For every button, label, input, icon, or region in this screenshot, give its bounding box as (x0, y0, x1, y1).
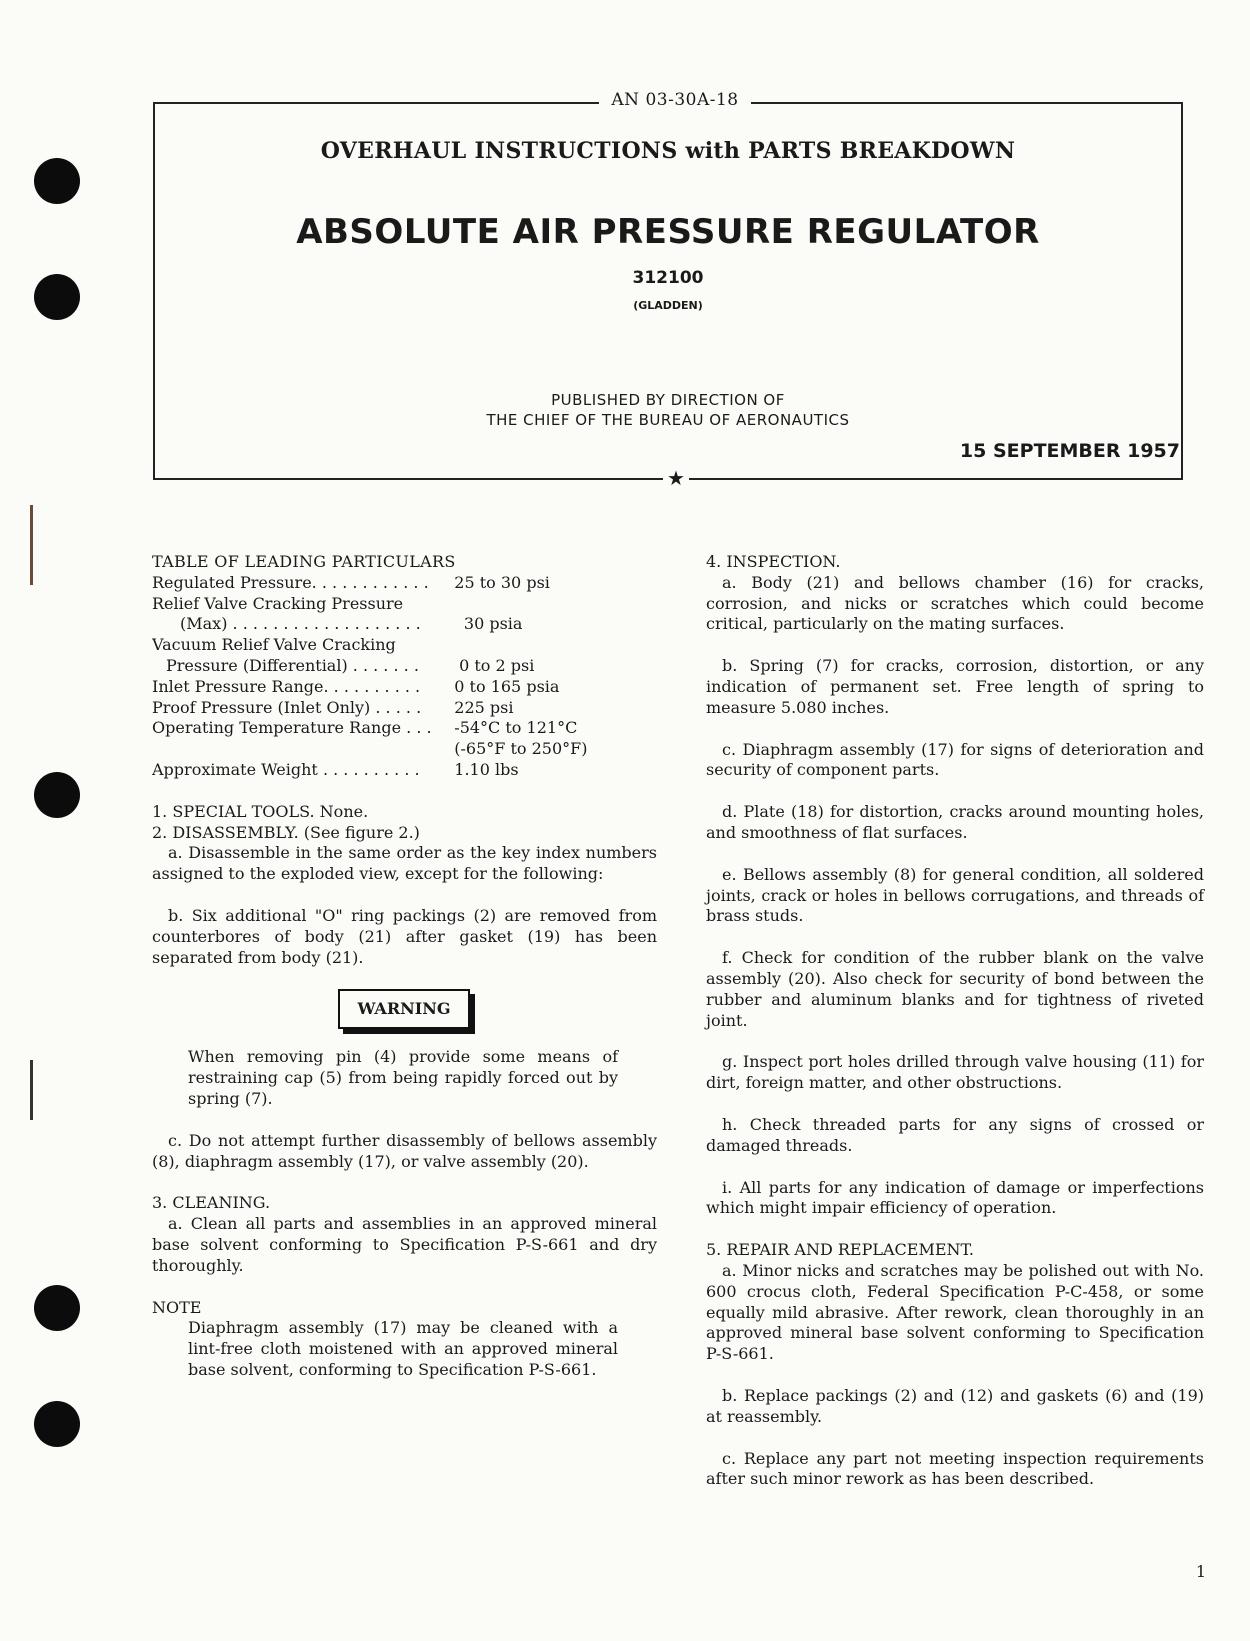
note-text: Diaphragm assembly (17) may be cleaned with a lint-free cloth moistened with an approved mineral base solvent, conforming to Specification P-S-661. (188, 1318, 618, 1379)
page-number: 1 (1195, 1562, 1206, 1581)
star-icon: ★ (663, 466, 689, 490)
table-row: Regulated Pressure. . . . . . . . . . . . 25 to 30 psi (152, 572, 550, 592)
right-column (706, 552, 1204, 1511)
section-heading: 4. INSPECTION. (706, 552, 841, 571)
paragraph: b. Spring (7) for cracks, corrosion, distortion, or any indication of permanent set. Free length of spring to measure 5.080 inches. (706, 656, 1204, 717)
paragraph: h. Check threaded parts for any signs of crossed or damaged threads. (706, 1114, 1204, 1155)
paragraph: i. All parts for any indication of damage or imperfections which might impair efficiency of operation. (706, 1177, 1204, 1218)
document-subtitle: OVERHAUL INSTRUCTIONS with PARTS BREAKDOWN (320, 138, 1016, 164)
paragraph: c. Replace any part not meeting inspection requirements after such minor rework as has been described. (706, 1448, 1204, 1489)
warning-text: When removing pin (4) provide some means of restraining cap (5) from being rapidly forced out by spring (7). (188, 1047, 618, 1108)
paragraph: a. Minor nicks and scratches may be polished out with No. 600 crocus cloth, Federal Specification P-C-458, or some equally mild abrasive. After rework, clean thoroughly in an approved mineral base solvent conforming to Specification P-S-661. (706, 1260, 1204, 1364)
paragraph: b. Replace packings (2) and (12) and gaskets (6) and (19) at reassembly. (706, 1385, 1204, 1426)
document-code: AN 03-30A-18 (0, 90, 1250, 110)
publisher-line: THE CHIEF OF THE BUREAU OF AERONAUTICS (486, 411, 850, 429)
part-number: 312100 (632, 268, 704, 288)
binder-hole (34, 1285, 80, 1331)
paragraph: a. Clean all parts and assemblies in an approved mineral base solvent conforming to Specification P-S-661 and dry thoroughly. (152, 1214, 657, 1275)
binder-hole (34, 772, 80, 818)
paragraph: c. Do not attempt further disassembly of bellows assembly (8), diaphragm assembly (17), or valve assembly (20). (152, 1130, 657, 1171)
binder-hole (34, 274, 80, 320)
section-heading: 3. CLEANING. (152, 1193, 271, 1213)
paragraph: c. Diaphragm assembly (17) for signs of deterioration and security of component parts. (706, 739, 1204, 780)
table-row: Operating Temperature Range . . . -54°C to 121°C (152, 718, 578, 738)
paragraph: d. Plate (18) for distortion, cracks around mounting holes, and smoothness of flat surfaces. (706, 802, 1204, 842)
section-heading: 5. REPAIR AND REPLACEMENT. (706, 1240, 974, 1260)
page-edge-mark (30, 1060, 33, 1120)
table-row: Relief Valve Cracking Pressure (152, 593, 404, 613)
table-row: Proof Pressure (Inlet Only) . . . . . 225 psi (152, 697, 514, 717)
publisher-line: PUBLISHED BY DIRECTION OF (551, 391, 785, 409)
paragraph: a. Disassemble in the same order as the key index numbers assigned to the exploded view, except for the following: (152, 843, 657, 884)
binder-hole (34, 158, 80, 204)
manufacturer: (GLADDEN) (633, 299, 703, 312)
note-heading: NOTE (152, 1297, 202, 1317)
paragraph: e. Bellows assembly (8) for general condition, all soldered joints, crack or holes in bellows corrugations, and threads of brass studs. (706, 864, 1204, 926)
table-row: (-65°F to 250°F) (454, 739, 588, 759)
paragraph: a. Body (21) and bellows chamber (16) for cracks, corrosion, and nicks or scratches which could become critical, particularly on the mating surfaces. (706, 572, 1204, 634)
binder-hole (34, 1401, 80, 1447)
table-row: Approximate Weight . . . . . . . . . . 1.10 lbs (152, 759, 519, 779)
publication-date: 15 SEPTEMBER 1957 (959, 440, 1180, 462)
left-column (152, 552, 657, 1381)
paragraph: g. Inspect port holes drilled through valve housing (11) for dirt, foreign matter, and other obstructions. (706, 1052, 1204, 1093)
document-title: ABSOLUTE AIR PRESSURE REGULATOR (296, 212, 1040, 252)
paragraph: b. Six additional "O" ring packings (2) are removed from counterbores of body (21) after gasket (19) has been separated from body (21). (152, 905, 657, 967)
publisher-statement (153, 390, 1183, 430)
table-row: (Max) . . . . . . . . . . . . . . . . . . . 30 psia (180, 614, 523, 634)
particulars-table-title: TABLE OF LEADING PARTICULARS (152, 552, 456, 571)
particulars-table (152, 573, 612, 781)
section-heading: 1. SPECIAL TOOLS. None. (152, 801, 369, 821)
table-row: Vacuum Relief Valve Cracking (152, 635, 396, 655)
table-row: Pressure (Differential) . . . . . . . 0 to 2 psi (166, 655, 535, 675)
page-edge-mark (30, 505, 33, 585)
paragraph: f. Check for condition of the rubber blank on the valve assembly (20). Also check for security of bond between the rubber and aluminum blanks and for tightness of riveted joint. (706, 948, 1204, 1030)
section-heading: 2. DISASSEMBLY. (See figure 2.) (152, 822, 420, 842)
warning-box: WARNING (338, 989, 470, 1029)
table-row: Inlet Pressure Range. . . . . . . . . . 0 to 165 psia (152, 676, 560, 696)
